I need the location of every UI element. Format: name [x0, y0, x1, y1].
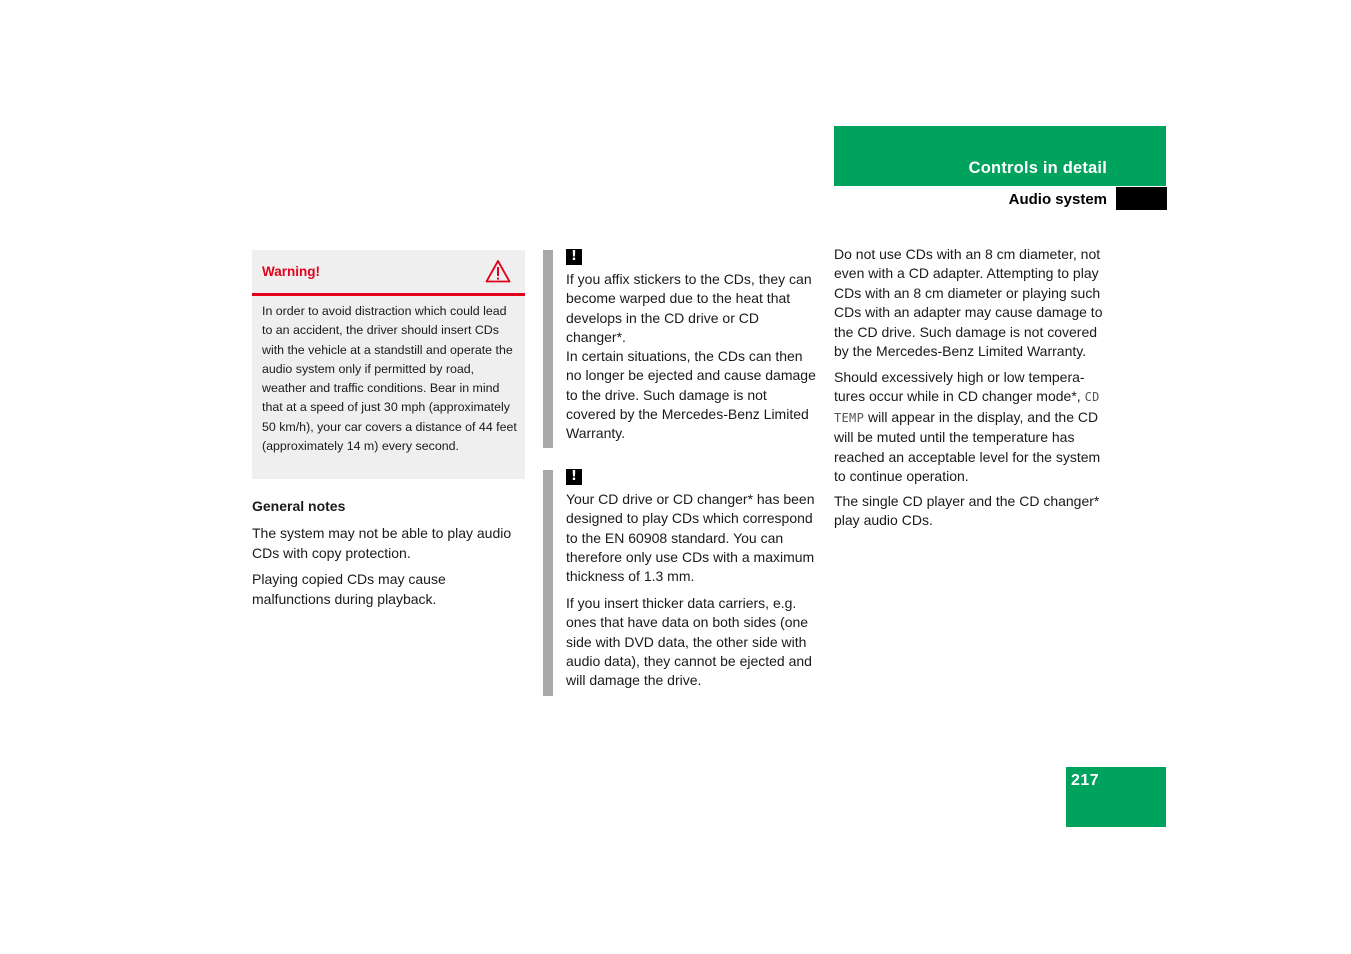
subsection-title: Audio system	[1008, 191, 1107, 208]
general-notes-heading: General notes	[252, 498, 346, 514]
notice-bar-1	[543, 250, 553, 448]
notice-1-paragraph-2: In certain situations, the CDs can then no longer be ejected and cause damage to the drive. Such damage is not covered by the Mercedes-Benz Limited Warranty.	[566, 348, 816, 442]
column-3-paragraph-2	[834, 368, 1108, 486]
general-notes-paragraph-2: Playing copied CDs may cause malfunctions during playback.	[252, 571, 446, 607]
notice-2-paragraph-2: If you insert thicker data carriers, e.g. ones that have data on both sides (one side with DVD data, the other side with audio data), they cannot be ejected and will damage the drive.	[566, 595, 812, 689]
paragraph-text: will appear in the display, and the CD will be muted until the temperature has reached an acceptable level for the system to continue operation.	[834, 408, 1101, 485]
notice-exclamation-icon: !	[566, 249, 582, 265]
display-message: CD TEMP	[834, 390, 1100, 425]
section-tab-marker	[1116, 187, 1167, 210]
page-number: 217	[1071, 772, 1100, 789]
column-3-paragraph-3: The single CD player and the CD changer* play audio CDs.	[834, 493, 1100, 529]
notice-1-paragraph-1: If you affix stickers to the CDs, they can become warped due to the heat that develops in the CD drive or CD changer*.	[566, 271, 812, 345]
notice-exclamation-icon: !	[566, 469, 582, 485]
warning-header	[252, 250, 525, 296]
paragraph-text: Should excessively high or low tempera-tures occur while in CD changer mode*,	[834, 369, 1085, 405]
warning-text: In order to avoid distraction which could lead to an accident, the driver should insert CDs with the vehicle at a standstill and operate the audio system only if permitted by road, weather and traffic conditions. Bear in mind that at a speed of just 30 mph (approximately 50 km/h), your car covers a distance of 44 feet (approximately 14 m) every second.	[262, 304, 517, 454]
warning-box	[252, 250, 525, 479]
notice-2-paragraph-1: Your CD drive or CD changer* has been designed to play CDs which correspond to the EN 60908 standard. You can therefore only use CDs with a maximum thickness of 1.3 mm.	[566, 491, 815, 585]
notice-bar-2	[543, 470, 553, 696]
general-notes-paragraph-1: The system may not be able to play audio CDs with copy protection.	[252, 525, 512, 561]
column-3-paragraph-1: Do not use CDs with an 8 cm diameter, not even with a CD adapter. Attempting to play CDs with an 8 cm diameter or playing such CDs with an adapter may cause damage to the CD drive. Such damage is not covered by the Mercedes-Benz Limited Warranty.	[834, 246, 1103, 360]
warning-label: Warning!	[262, 264, 320, 279]
section-title: Controls in detail	[968, 159, 1107, 177]
warning-triangle-icon	[485, 259, 511, 283]
